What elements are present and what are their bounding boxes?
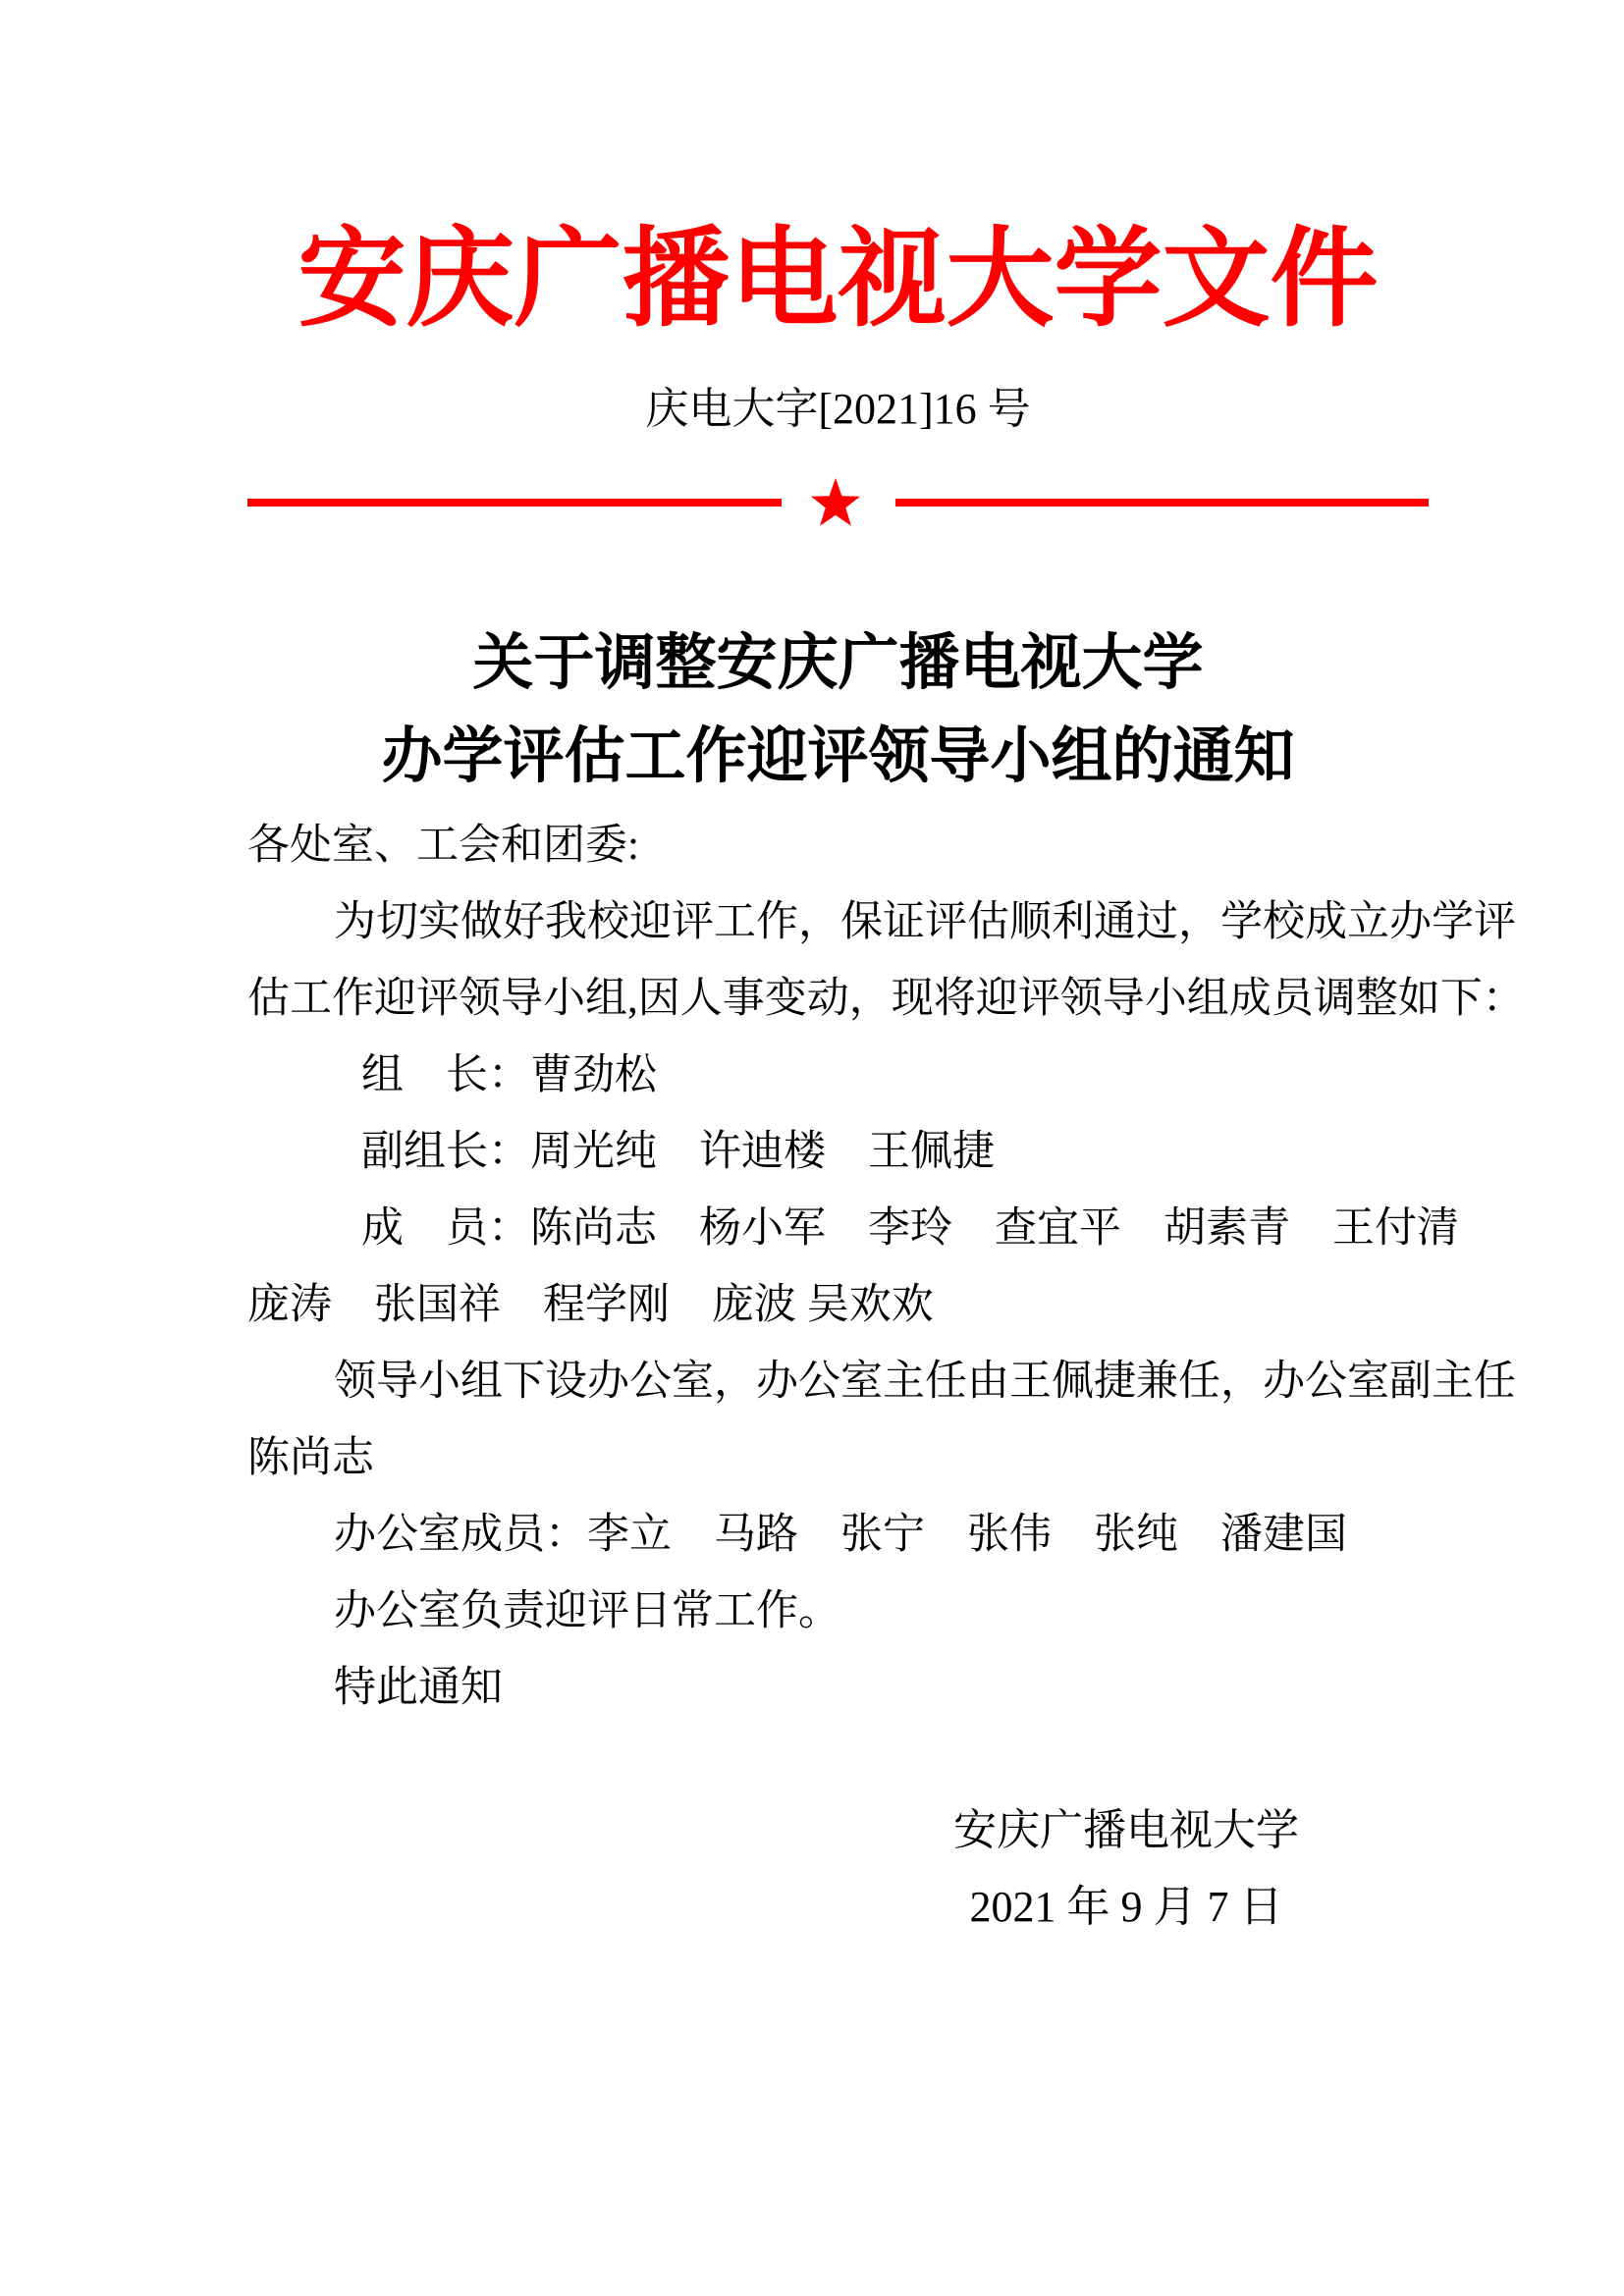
body-line: 办公室负责迎评日常工作。 (334, 1588, 840, 1634)
closing-line: 特此通知 (334, 1665, 503, 1711)
red-divider (247, 473, 1429, 532)
role-line-members: 成 员：陈尚志 杨小军 李玲 查宜平 胡素青 王付清 (361, 1205, 1459, 1252)
doc-number: 庆电大字[2021]16 号 (645, 385, 1031, 433)
office-members-line: 办公室成员：李立 马路 张宁 张伟 张纯 潘建国 (334, 1512, 1347, 1558)
body-line: 领导小组下设办公室，办公室主任由王佩捷兼任，办公室副主任 (334, 1359, 1516, 1405)
body-line: 估工作迎评领导小组,因人事变动，现将迎评领导小组成员调整如下： (247, 976, 1525, 1022)
red-header-title: 安庆广播电视大学文件 (298, 219, 1379, 340)
divider-line-right (895, 499, 1430, 507)
members-continuation: 庞涛 张国祥 程学刚 庞波 吴欢欢 (247, 1282, 934, 1328)
body-text (247, 808, 1525, 1727)
notice-title-line2: 办学评估工作迎评领导小组的通知 (381, 722, 1295, 790)
body-line: 为切实做好我校迎评工作，保证评估顺利通过，学校成立办学评 (334, 899, 1516, 945)
salutation: 各处室、工会和团委: (247, 823, 639, 869)
notice-title-line1: 关于调整安庆广播电视大学 (472, 629, 1204, 697)
star-icon (811, 476, 860, 529)
role-line-leader: 组 长：曹劲松 (361, 1052, 657, 1098)
body-line: 陈尚志 (247, 1435, 374, 1481)
signature-date: 2021 年 9 月 7 日 (969, 1883, 1283, 1931)
signature-org: 安庆广播电视大学 (953, 1806, 1299, 1854)
role-line-deputy: 副组长：周光纯 许迪楼 王佩捷 (361, 1129, 995, 1175)
divider-line-left (247, 499, 782, 507)
signature-block (953, 1792, 1299, 1946)
notice-title (247, 616, 1429, 803)
